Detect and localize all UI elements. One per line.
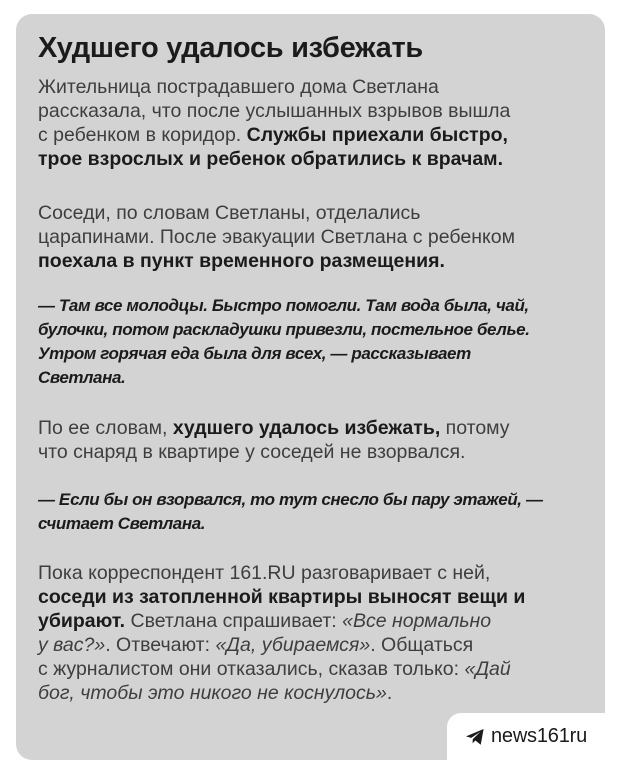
bold-text-run: поехала в пункт временного размещения.	[38, 250, 445, 272]
text-run: считает Светлана.	[38, 514, 206, 533]
text-run: Жительница пострадавшего дома Светлана	[38, 76, 439, 98]
text-run: По ее словам,	[38, 417, 173, 439]
text-line	[38, 99, 510, 123]
paragraph-worst-avoided	[38, 416, 510, 464]
text-line	[38, 416, 510, 440]
text-line	[38, 561, 525, 585]
quote-svetlana-explosion	[38, 488, 543, 536]
text-line	[38, 585, 525, 609]
text-run: . Отвечают:	[105, 634, 216, 656]
text-run: рассказала, что после услышанных взрывов вышла	[38, 100, 511, 122]
italic-text-run: бог, чтобы это никого не коснулось»	[38, 682, 387, 704]
channel-badge[interactable]	[447, 713, 605, 760]
channel-name: news161ru	[490, 725, 588, 747]
paragraph-evacuation	[38, 201, 515, 273]
quote-svetlana-thanks	[38, 294, 530, 390]
text-run: с ребенком в коридор.	[38, 124, 247, 146]
text-line	[38, 147, 510, 171]
text-line	[38, 75, 510, 99]
text-run: Соседи, по словам Светланы, отделались	[38, 202, 421, 224]
text-line	[38, 201, 515, 225]
text-run: царапинами. После эвакуации Светлана с ребенком	[38, 226, 515, 248]
text-line	[38, 657, 525, 681]
bold-text-run: худшего удалось избежать,	[172, 417, 441, 439]
text-run: Светлана.	[38, 368, 126, 387]
article-title: Худшего удалось избежать	[38, 32, 423, 64]
text-line	[38, 512, 543, 536]
text-line	[38, 249, 515, 273]
text-run: что снаряд в квартире у соседей не взорвался.	[38, 441, 466, 463]
text-line	[38, 488, 543, 512]
text-line	[38, 318, 530, 342]
italic-text-run: у вас?»	[38, 634, 106, 656]
text-line	[38, 633, 525, 657]
text-run: — Там все молодцы. Быстро помогли. Там вода была, чай,	[38, 296, 529, 315]
text-run: с журналистом они отказались, сказав только:	[38, 658, 465, 680]
bold-text-run: трое взрослых и ребенок обратились к врачам.	[38, 148, 504, 170]
text-run: Пока корреспондент 161.RU разговаривает с ней,	[38, 562, 491, 584]
text-run: — Если бы он взорвался, то тут снесло бы пару этажей, —	[38, 490, 543, 509]
italic-text-run: «Все нормально	[342, 610, 492, 632]
bold-text-run: Службы приехали быстро,	[246, 124, 508, 146]
text-run: .	[386, 682, 393, 704]
bold-text-run: соседи из затопленной квартиры выносят вещи и	[38, 586, 526, 608]
text-run: Утром горячая еда была для всех, — рассказывает	[38, 344, 471, 363]
text-line	[38, 440, 510, 464]
text-line	[38, 342, 530, 366]
text-run: потому	[440, 417, 510, 439]
text-run: Светлана спрашивает:	[125, 610, 343, 632]
italic-text-run: «Да, убираемся»	[215, 634, 371, 656]
text-line	[38, 681, 525, 705]
text-run: . Общаться	[370, 634, 474, 656]
text-line	[38, 123, 510, 147]
text-line	[38, 609, 525, 633]
text-line	[38, 225, 515, 249]
paragraph-neighbors-cleanup	[38, 561, 525, 705]
telegram-plane-icon	[465, 728, 485, 746]
italic-text-run: «Дай	[464, 658, 511, 680]
paragraph-injury-report	[38, 75, 510, 171]
text-run: булочки, потом раскладушки привезли, постельное белье.	[38, 320, 530, 339]
text-line	[38, 366, 530, 390]
text-line	[38, 294, 530, 318]
bold-text-run: убирают.	[38, 610, 126, 632]
